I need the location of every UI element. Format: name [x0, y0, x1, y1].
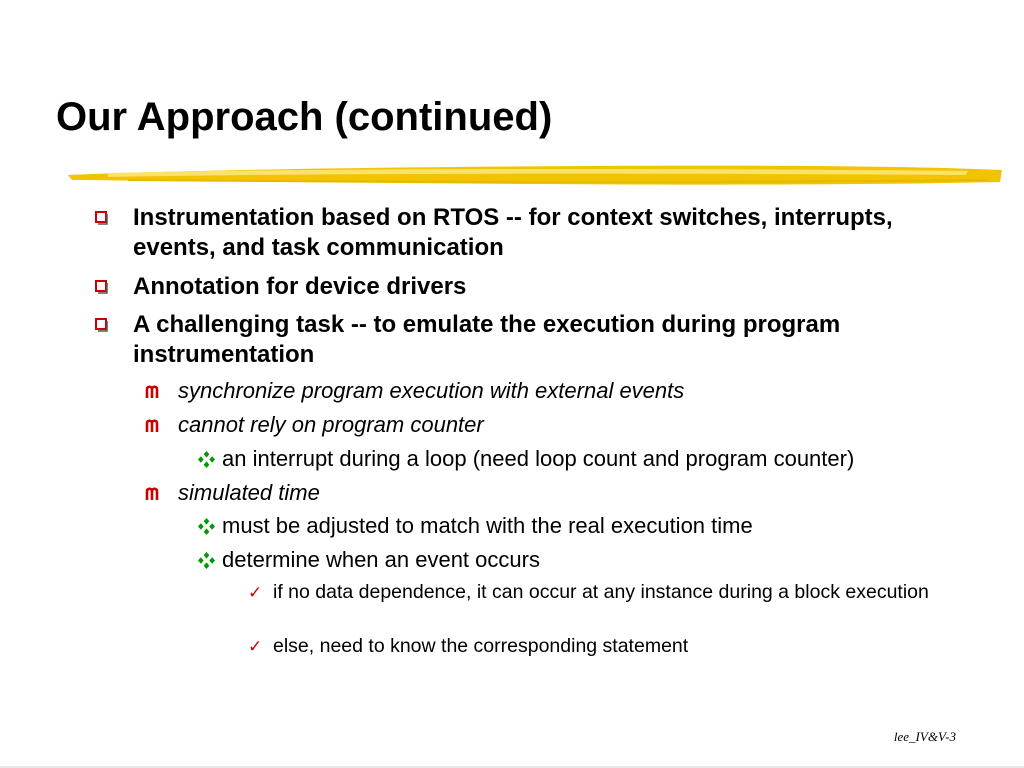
diamond-cluster-icon: [197, 552, 216, 569]
diamond-cluster-icon: [197, 518, 216, 535]
bullet-text: else, need to know the corresponding statement: [273, 635, 689, 657]
check-icon: ✓: [248, 583, 263, 602]
highlighter-underline: [68, 158, 1002, 188]
slide-title: Our Approach (continued): [56, 95, 553, 139]
check-icon: ✓: [248, 637, 263, 656]
bullet-text: Annotation for device drivers: [133, 273, 467, 300]
bullet-text: must be adjusted to match with the real execution time: [222, 513, 753, 538]
diamond-cluster-icon: [197, 451, 216, 468]
slide-footer: lee_IV&V-3: [893, 729, 956, 744]
sub-bullet-item: [178, 479, 938, 507]
bullet-item: [133, 310, 913, 370]
check-bullet-item: [248, 580, 963, 604]
circle-bullet-icon: [144, 485, 162, 503]
bullet-item: [133, 272, 913, 302]
sub-sub-bullet-item: [222, 445, 982, 473]
sub-bullet-item: [178, 411, 938, 439]
bullet-text: if no data dependence, it can occur at any instance during a block execution: [273, 581, 929, 603]
bullet-text: cannot rely on program counter: [178, 412, 484, 437]
bullet-text: Instrumentation based on RTOS -- for context switches, interrupts, events, and task communication: [133, 204, 893, 261]
bullet-text: an interrupt during a loop (need loop count and program counter): [222, 446, 855, 471]
check-bullet-item: [248, 634, 963, 658]
sub-sub-bullet-item: [222, 546, 982, 574]
bullet-item: [133, 203, 913, 263]
bullet-text: synchronize program execution with external events: [178, 378, 685, 403]
hollow-square-icon: [95, 211, 109, 225]
bullet-text: A challenging task -- to emulate the execution during program instrumentation: [133, 311, 841, 368]
bullet-text: simulated time: [178, 480, 320, 505]
circle-bullet-icon: [144, 417, 162, 435]
circle-bullet-icon: [144, 383, 162, 401]
sub-bullet-item: [178, 377, 938, 405]
bullet-text: determine when an event occurs: [222, 547, 540, 572]
hollow-square-icon: [95, 318, 109, 332]
sub-sub-bullet-item: [222, 512, 982, 540]
hollow-square-icon: [95, 280, 109, 294]
